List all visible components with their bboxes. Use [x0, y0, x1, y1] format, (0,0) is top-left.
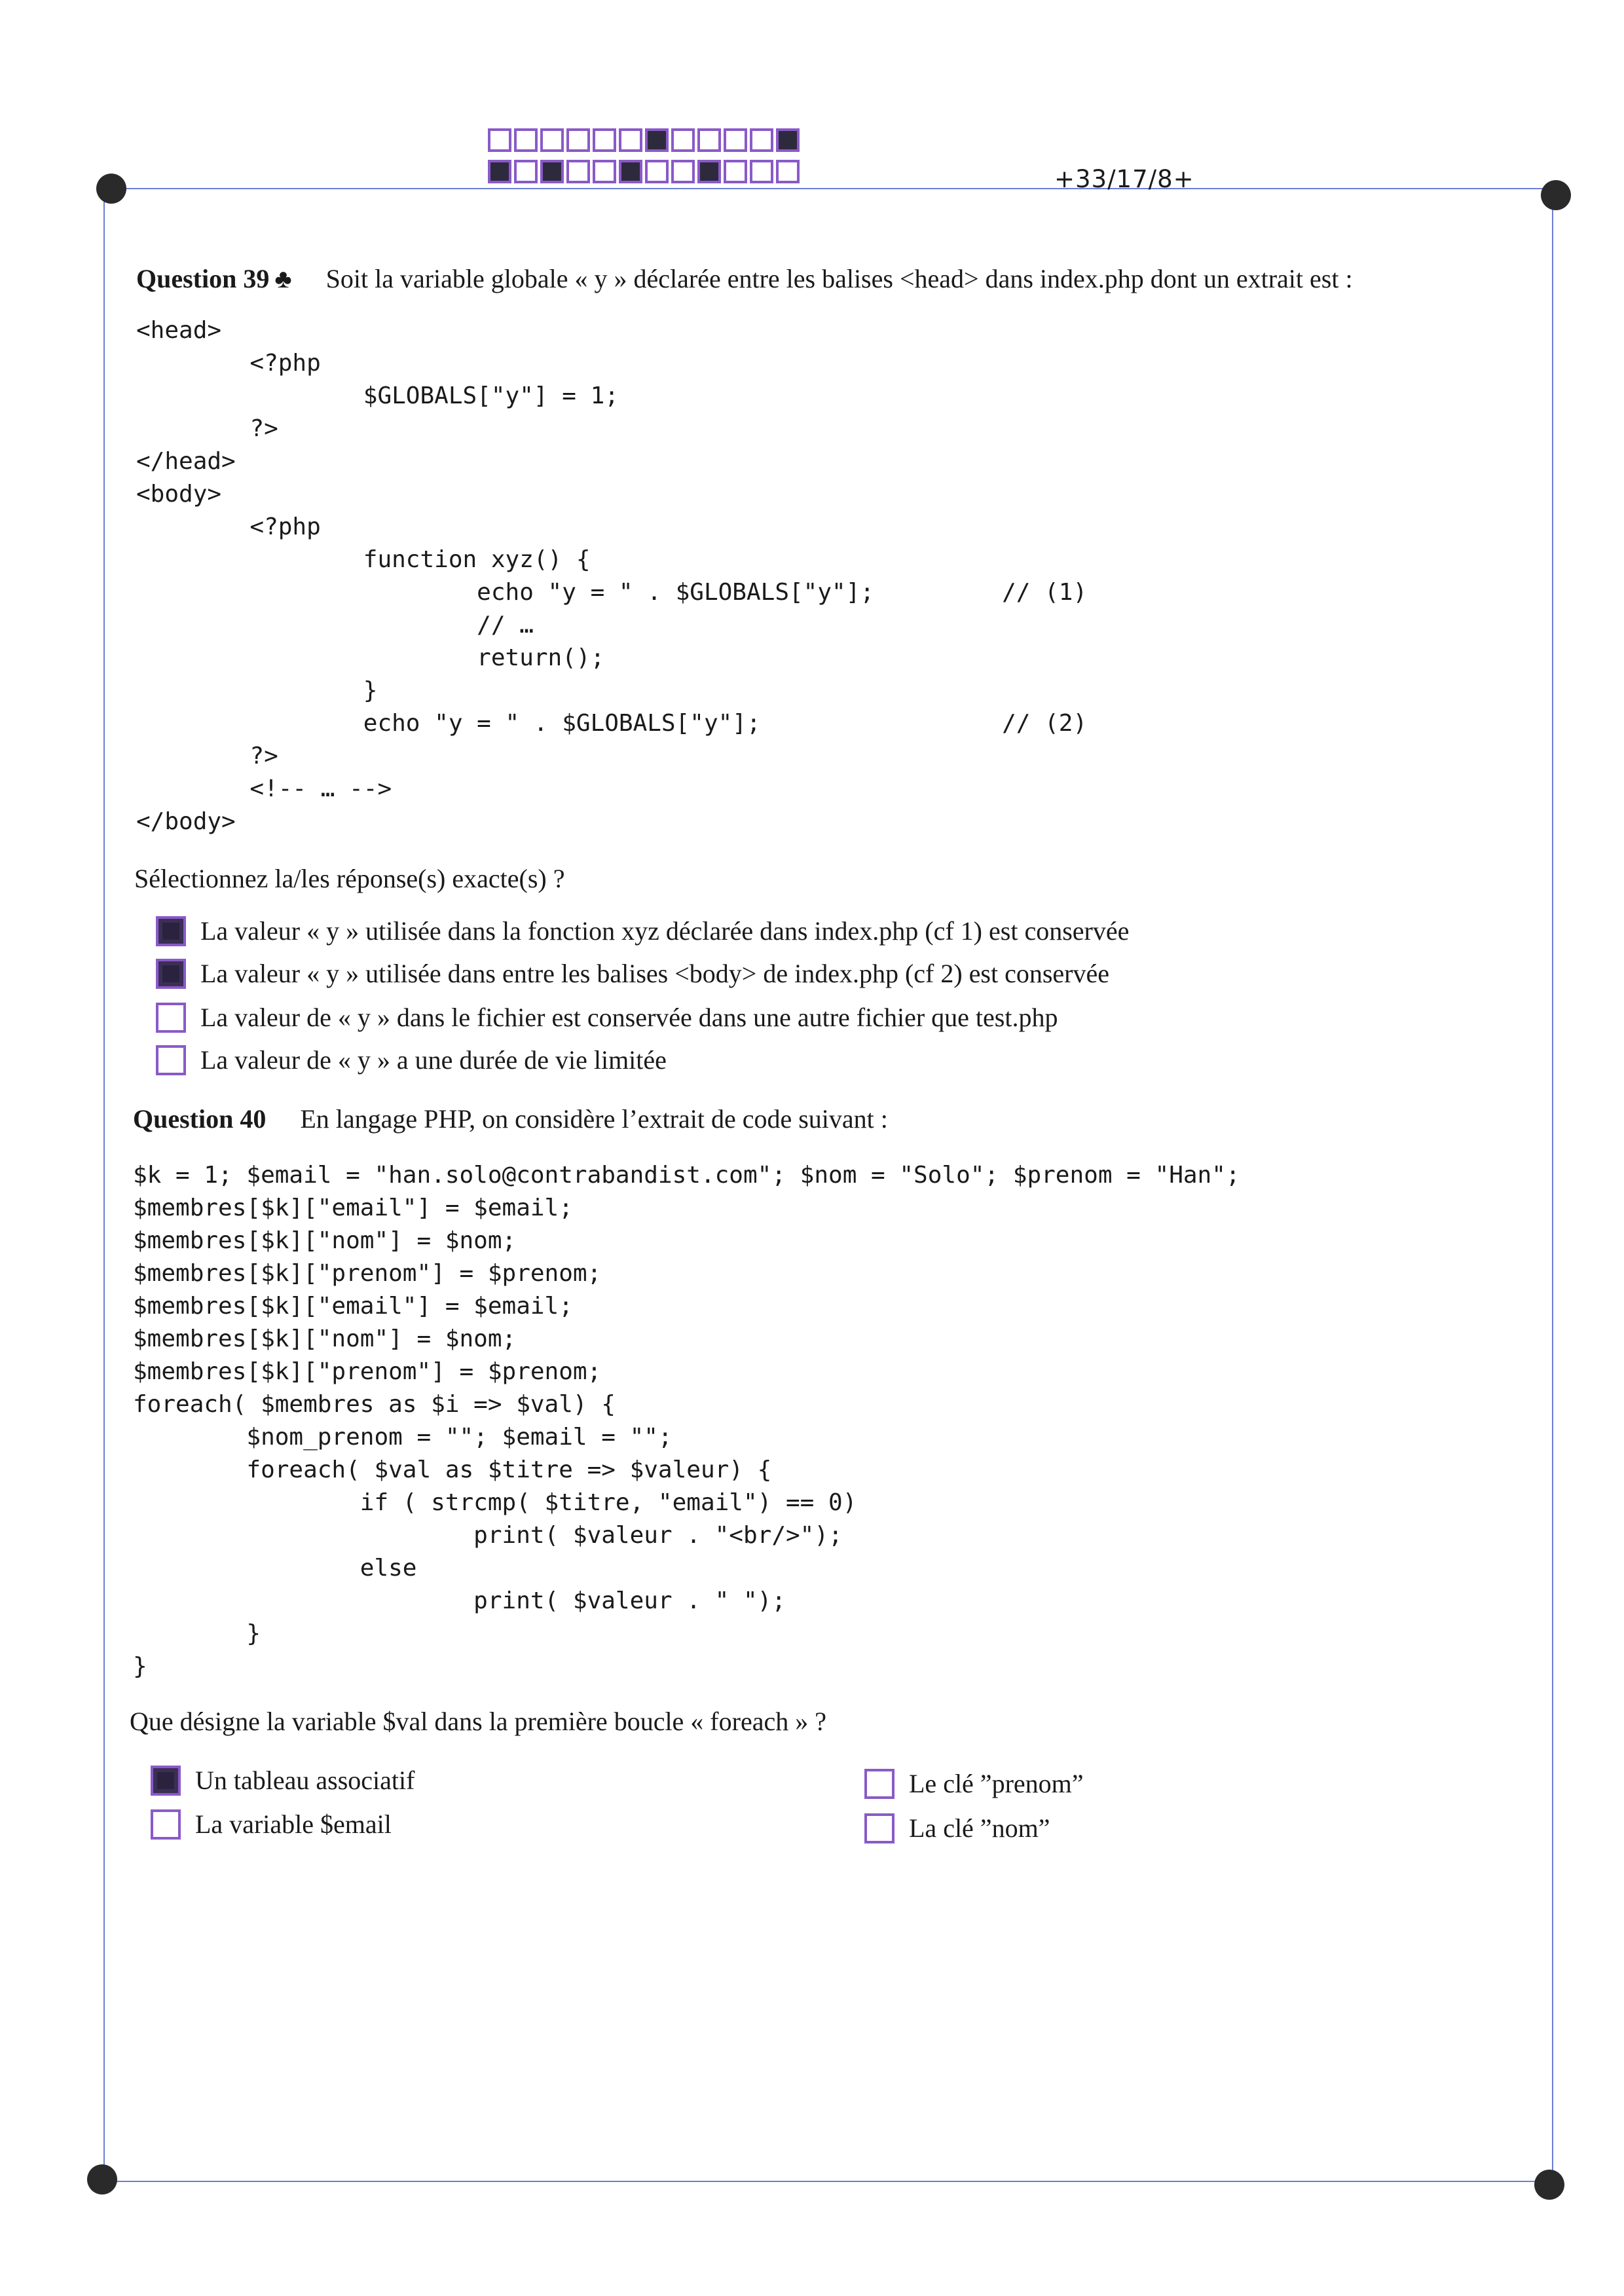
- q40-answer-1[interactable]: [151, 1765, 415, 1796]
- code-cell: [514, 128, 538, 152]
- answer-checkbox[interactable]: [864, 1813, 895, 1843]
- code-cell: [619, 128, 642, 152]
- registration-mark-top-right: [1541, 180, 1571, 210]
- answer-label: La valeur de « y » a une durée de vie limitée: [200, 1045, 667, 1075]
- code-cell: [488, 128, 511, 152]
- question-39-prompt: Sélectionnez la/les réponse(s) exacte(s) ?: [134, 864, 565, 893]
- code-cell: [540, 128, 564, 152]
- answer-checkbox[interactable]: [156, 959, 186, 989]
- code-cell: [724, 128, 747, 152]
- club-icon: ♣: [274, 264, 292, 293]
- question-40-label: Question 40: [133, 1104, 267, 1134]
- code-cell: [645, 160, 669, 183]
- answer-checkbox[interactable]: [156, 916, 186, 946]
- code-cell: [697, 128, 721, 152]
- code-cell: [671, 128, 695, 152]
- question-39-header: [136, 263, 1353, 294]
- question-40-text: En langage PHP, on considère l’extrait de code suivant :: [300, 1104, 888, 1134]
- frame-top: [108, 188, 1549, 189]
- code-cell: [593, 160, 616, 183]
- answer-label: Un tableau associatif: [195, 1766, 415, 1795]
- code-cell: [671, 160, 695, 183]
- q39-answer-4[interactable]: [156, 1045, 667, 1075]
- code-cell: [514, 160, 538, 183]
- answer-checkbox[interactable]: [156, 1045, 186, 1075]
- frame-right: [1552, 196, 1553, 2181]
- question-39-code: <head> <?php $GLOBALS["y"] = 1; ?> </head> <body> <?php function xyz() { echo "y = " . $GLOBALS["y"]; // (1) // … return(); } echo "y = " . $GLOBALS["y"]; // (2) ?> <!-- … --> </body>: [136, 317, 1088, 835]
- registration-mark-top-left: [96, 174, 126, 204]
- code-cell: [776, 160, 800, 183]
- code-cell: [750, 128, 773, 152]
- question-40-prompt: Que désigne la variable $val dans la première boucle « foreach » ?: [130, 1707, 826, 1736]
- answer-label: La variable $email: [195, 1809, 392, 1839]
- code-cell: [750, 160, 773, 183]
- answer-label: La valeur « y » utilisée dans entre les balises <body> de index.php (cf 2) est conservée: [200, 959, 1110, 988]
- q40-answer-3[interactable]: [864, 1768, 1084, 1799]
- answer-label: La valeur de « y » dans le fichier est conservée dans une autre fichier que test.php: [200, 1003, 1058, 1032]
- answer-checkbox[interactable]: [151, 1809, 181, 1840]
- binary-code-strip-top: [488, 128, 802, 152]
- code-cell: [645, 128, 669, 152]
- answer-checkbox[interactable]: [156, 1003, 186, 1033]
- registration-mark-bottom-left: [87, 2164, 117, 2194]
- q40-answer-2[interactable]: [151, 1809, 392, 1840]
- answer-label: La clé ”nom”: [909, 1813, 1050, 1843]
- answer-label: La valeur « y » utilisée dans la fonction xyz déclarée dans index.php (cf 1) est conservée: [200, 916, 1130, 946]
- page-identifier: +33/17/8+: [1054, 165, 1194, 193]
- answer-checkbox[interactable]: [151, 1766, 181, 1796]
- code-cell: [540, 160, 564, 183]
- code-cell: [776, 128, 800, 152]
- code-cell: [566, 160, 590, 183]
- question-39-text: Soit la variable globale « y » déclarée entre les balises <head> dans index.php dont un extrait est :: [325, 264, 1353, 293]
- frame-left: [103, 190, 105, 2181]
- code-cell: [724, 160, 747, 183]
- code-cell: [697, 160, 721, 183]
- q39-answer-3[interactable]: [156, 1002, 1058, 1033]
- code-cell: [593, 128, 616, 152]
- frame-bottom: [101, 2181, 1542, 2182]
- code-cell: [619, 160, 642, 183]
- q39-answer-1[interactable]: [156, 916, 1129, 946]
- answer-label: Le clé ”prenom”: [909, 1769, 1084, 1798]
- q40-answer-4[interactable]: [864, 1813, 1050, 1843]
- answer-checkbox[interactable]: [864, 1769, 895, 1799]
- code-cell: [488, 160, 511, 183]
- question-40-header: [133, 1103, 888, 1134]
- binary-code-strip-bottom: [488, 160, 802, 183]
- registration-mark-bottom-right: [1534, 2170, 1564, 2200]
- q39-answer-2[interactable]: [156, 958, 1109, 989]
- code-cell: [566, 128, 590, 152]
- question-39-label: Question 39: [136, 264, 270, 293]
- question-40-code: $k = 1; $email = "han.solo@contrabandist.com"; $nom = "Solo"; $prenom = "Han"; $membres[$k]["email"] = $email; $membres[$k]["nom"] = $nom; $membres[$k]["prenom"] = $prenom; $membres[$k]["email"] = $email; $membres[$k]["nom"] = $nom; $membres[$k]["prenom"] = $prenom; foreach( $membres as $i => $val) { $nom_prenom = ""; $email = ""; foreach( $val as $titre => $valeur) { if ( strcmp( $titre, "email") == 0) print( $valeur . "<br/>"); else print( $valeur . " "); } }: [133, 1162, 1240, 1680]
